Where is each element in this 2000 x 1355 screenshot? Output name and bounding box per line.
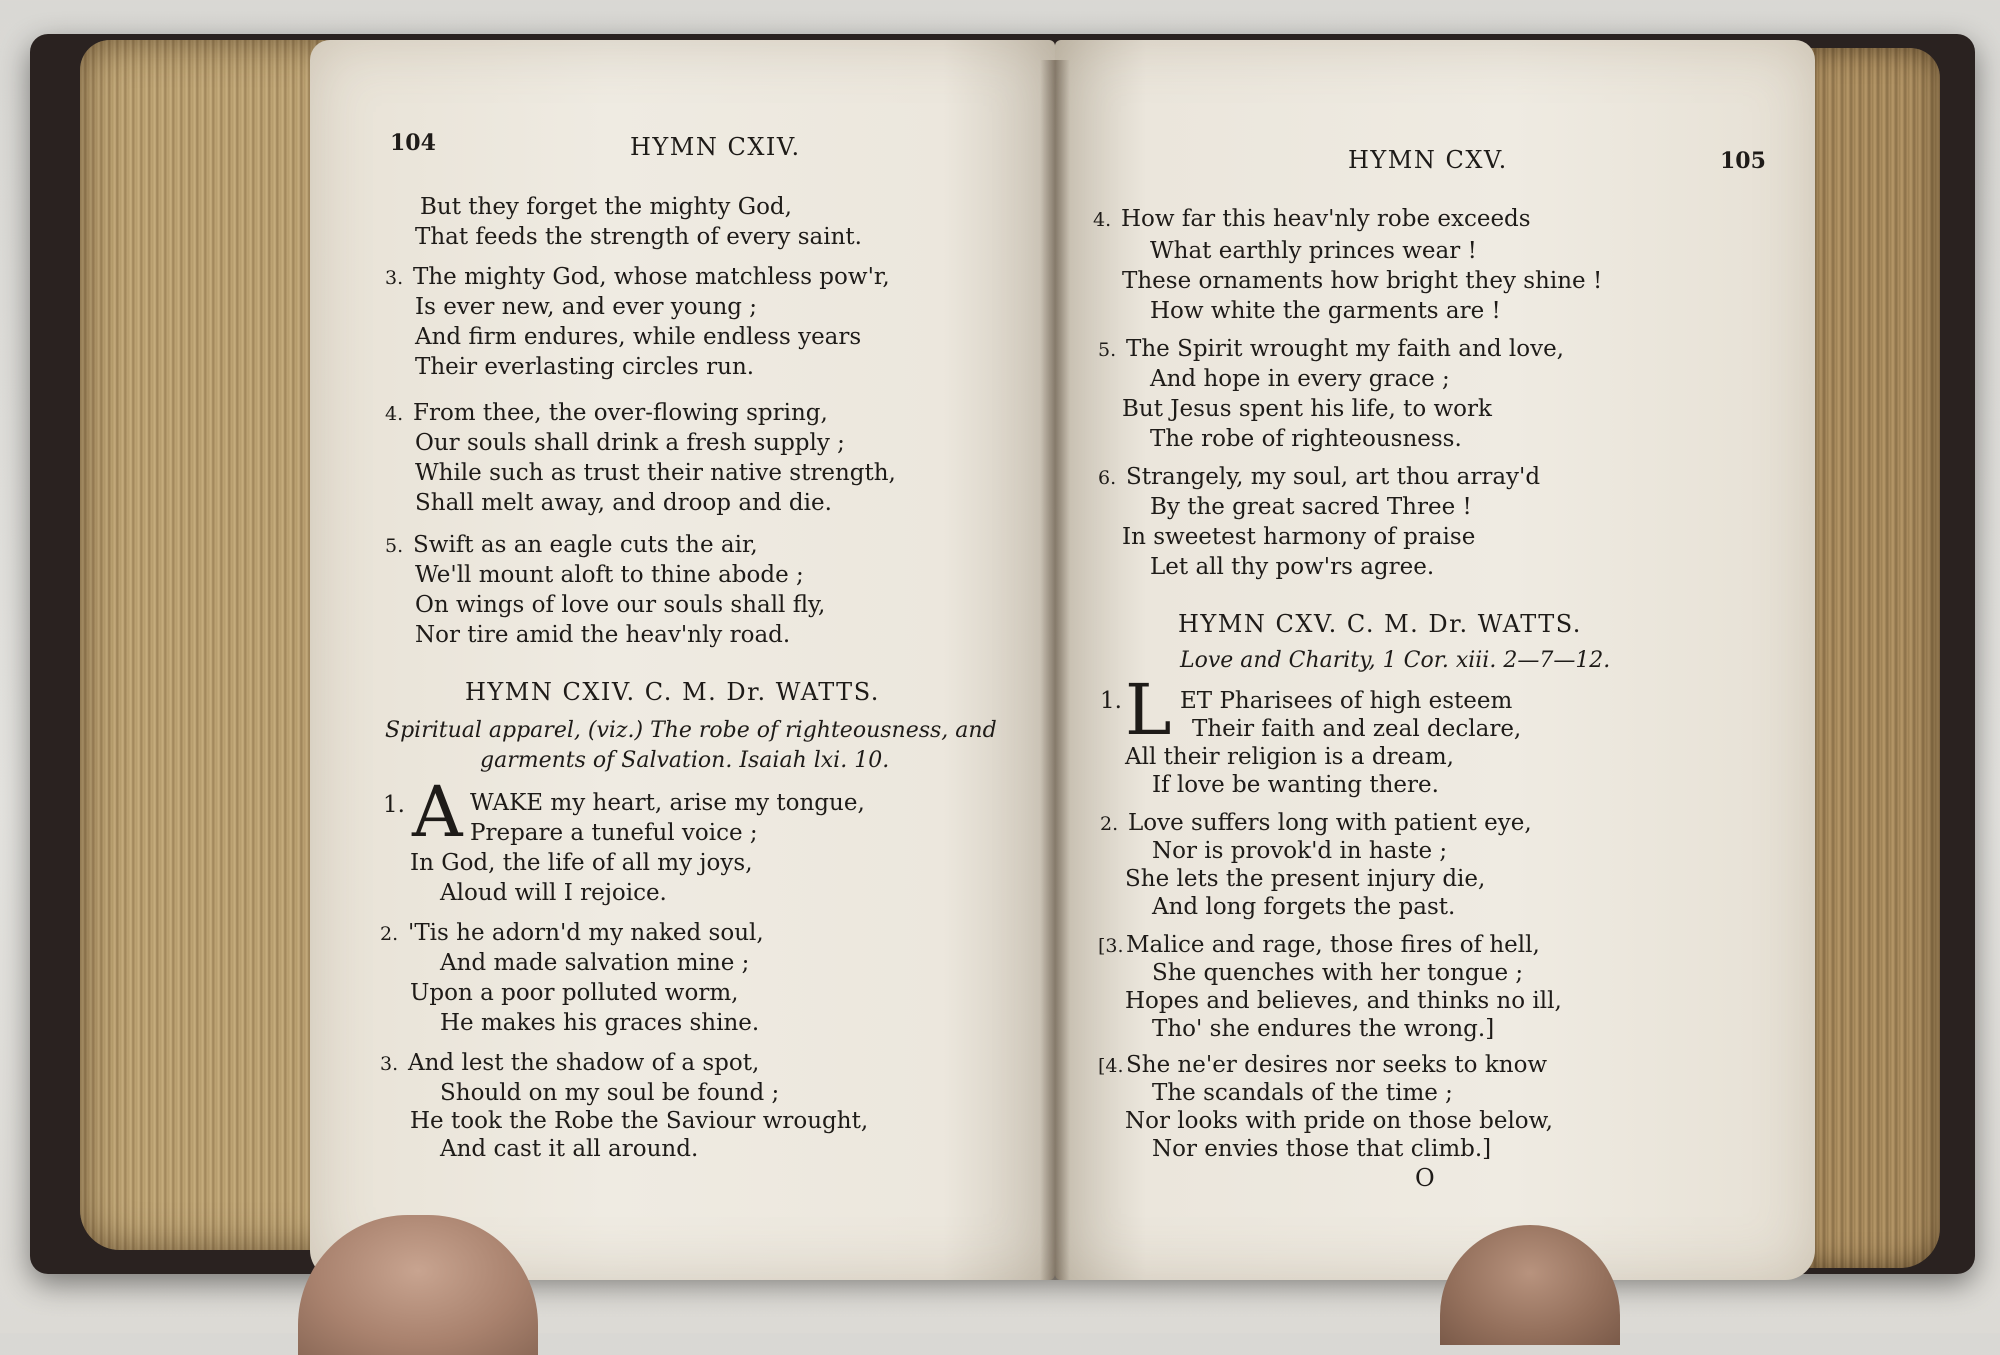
text-line: Our souls shall drink a fresh supply ; [415, 430, 845, 456]
text-line: The Spirit wrought my faith and love, [1126, 336, 1564, 362]
text-line: While such as trust their native strength, [415, 460, 896, 486]
text-line: Their everlasting circles run. [415, 354, 755, 380]
text-line: The mighty God, whose matchless pow'r, [413, 264, 890, 290]
text-line: WAKE my heart, arise my tongue, [470, 790, 865, 816]
text-line: Should on my soul be found ; [440, 1080, 780, 1106]
verse-number: [4. She ne'er desires nor seeks to know [1098, 1052, 1548, 1078]
text-line: He makes his graces shine. [440, 1010, 760, 1036]
text-line: These ornaments how bright they shine ! [1122, 268, 1603, 294]
text-line: Hopes and believes, and thinks no ill, [1125, 988, 1562, 1014]
text-line: And made salvation mine ; [440, 950, 750, 976]
text-line: ET Pharisees of high esteem [1180, 688, 1513, 714]
text-line: And cast it all around. [440, 1136, 699, 1162]
drop-cap: A [412, 771, 463, 853]
text-line: Strangely, my soul, art thou array'd [1126, 464, 1541, 490]
text-line: In sweetest harmony of praise [1122, 524, 1476, 550]
text-line: What earthly princes wear ! [1150, 238, 1477, 264]
hymn-title: HYMN CXIV. C. M. Dr. WATTS. [465, 678, 880, 706]
text-line: Is ever new, and ever young ; [415, 294, 758, 320]
text-line: How far this heav'nly robe exceeds [1121, 206, 1531, 232]
verse-number: 5. Swift as an eagle cuts the air, [385, 532, 758, 558]
text-line: He took the Robe the Saviour wrought, [410, 1108, 869, 1134]
text-line: Malice and rage, those fires of hell, [1126, 932, 1540, 958]
text-line: Nor tire amid the heav'nly road. [415, 622, 791, 648]
text-line: In God, the life of all my joys, [410, 850, 753, 876]
text-line: Tho' she endures the wrong.] [1152, 1016, 1495, 1042]
text-line: On wings of love our souls shall fly, [415, 592, 826, 618]
verse-number: 3. And lest the shadow of a spot, [380, 1050, 760, 1076]
text-line: All their religion is a dream, [1125, 744, 1454, 770]
left-running-head: HYMN CXIV. [630, 133, 801, 161]
text-line: And lest the shadow of a spot, [408, 1050, 760, 1076]
text-line: And firm endures, while endless years [415, 324, 862, 350]
text-line: Love suffers long with patient eye, [1128, 810, 1532, 836]
page-edges-left [80, 40, 340, 1250]
verse-number: 1. [383, 792, 405, 818]
signature-mark: O [1415, 1164, 1435, 1192]
text-line: Nor is provok'd in haste ; [1152, 838, 1448, 864]
text-line: Their faith and zeal declare, [1192, 716, 1522, 742]
left-page-number: 104 [390, 130, 436, 156]
verse-number: 4. From thee, the over-flowing spring, [385, 400, 828, 426]
verse-number: 2. Love suffers long with patient eye, [1100, 810, 1532, 836]
text-line: Nor envies those that climb.] [1152, 1136, 1492, 1162]
verse-number: 1. [1100, 688, 1122, 714]
verse-number: 2. 'Tis he adorn'd my naked soul, [380, 920, 764, 946]
text-line: By the great sacred Three ! [1150, 494, 1472, 520]
text-line: But Jesus spent his life, to work [1122, 396, 1492, 422]
text-line: And long forgets the past. [1152, 894, 1456, 920]
text-line: That feeds the strength of every saint. [415, 224, 862, 250]
text-line: Swift as an eagle cuts the air, [413, 532, 758, 558]
book-gutter [1040, 60, 1070, 1280]
text-line: If love be wanting there. [1152, 772, 1439, 798]
hymn-subtitle: garments of Salvation. Isaiah lxi. 10. [480, 748, 890, 773]
hymn-title: HYMN CXV. C. M. Dr. WATTS. [1178, 610, 1582, 638]
text-line: She quenches with her tongue ; [1152, 960, 1524, 986]
verse-number: 3. The mighty God, whose matchless pow'r, [385, 264, 890, 290]
page-edges-right [1800, 48, 1940, 1268]
text-line: She lets the present injury die, [1125, 866, 1486, 892]
text-line: Shall melt away, and droop and die. [415, 490, 832, 516]
hymn-subtitle: Love and Charity, 1 Cor. xiii. 2—7—12. [1180, 648, 1611, 673]
verse-number: 6. Strangely, my soul, art thou array'd [1098, 464, 1541, 490]
text-line: Let all thy pow'rs agree. [1150, 554, 1435, 580]
text-line: She ne'er desires nor seeks to know [1126, 1052, 1548, 1078]
text-line: But they forget the mighty God, [420, 194, 792, 220]
text-line: How white the garments are ! [1150, 298, 1501, 324]
text-line: And hope in every grace ; [1150, 366, 1450, 392]
verse-number: 5. The Spirit wrought my faith and love, [1098, 336, 1564, 362]
text-line: The robe of righteousness. [1150, 426, 1462, 452]
right-page-number: 105 [1720, 148, 1766, 174]
hymn-subtitle: Spiritual apparel, (viz.) The robe of righteousness, and [385, 718, 997, 743]
text-line: Aloud will I rejoice. [440, 880, 667, 906]
text-line: 'Tis he adorn'd my naked soul, [408, 920, 764, 946]
text-line: Prepare a tuneful voice ; [470, 820, 758, 846]
verse-number: [3. Malice and rage, those fires of hell, [1098, 932, 1540, 958]
text-line: From thee, the over-flowing spring, [413, 400, 828, 426]
verse-number: 4. How far this heav'nly robe exceeds [1093, 206, 1531, 232]
drop-cap: L [1125, 669, 1172, 751]
text-line: We'll mount aloft to thine abode ; [415, 562, 804, 588]
right-running-head: HYMN CXV. [1348, 146, 1508, 174]
text-line: Upon a poor polluted worm, [410, 980, 739, 1006]
text-line: Nor looks with pride on those below, [1125, 1108, 1553, 1134]
text-line: The scandals of the time ; [1152, 1080, 1453, 1106]
